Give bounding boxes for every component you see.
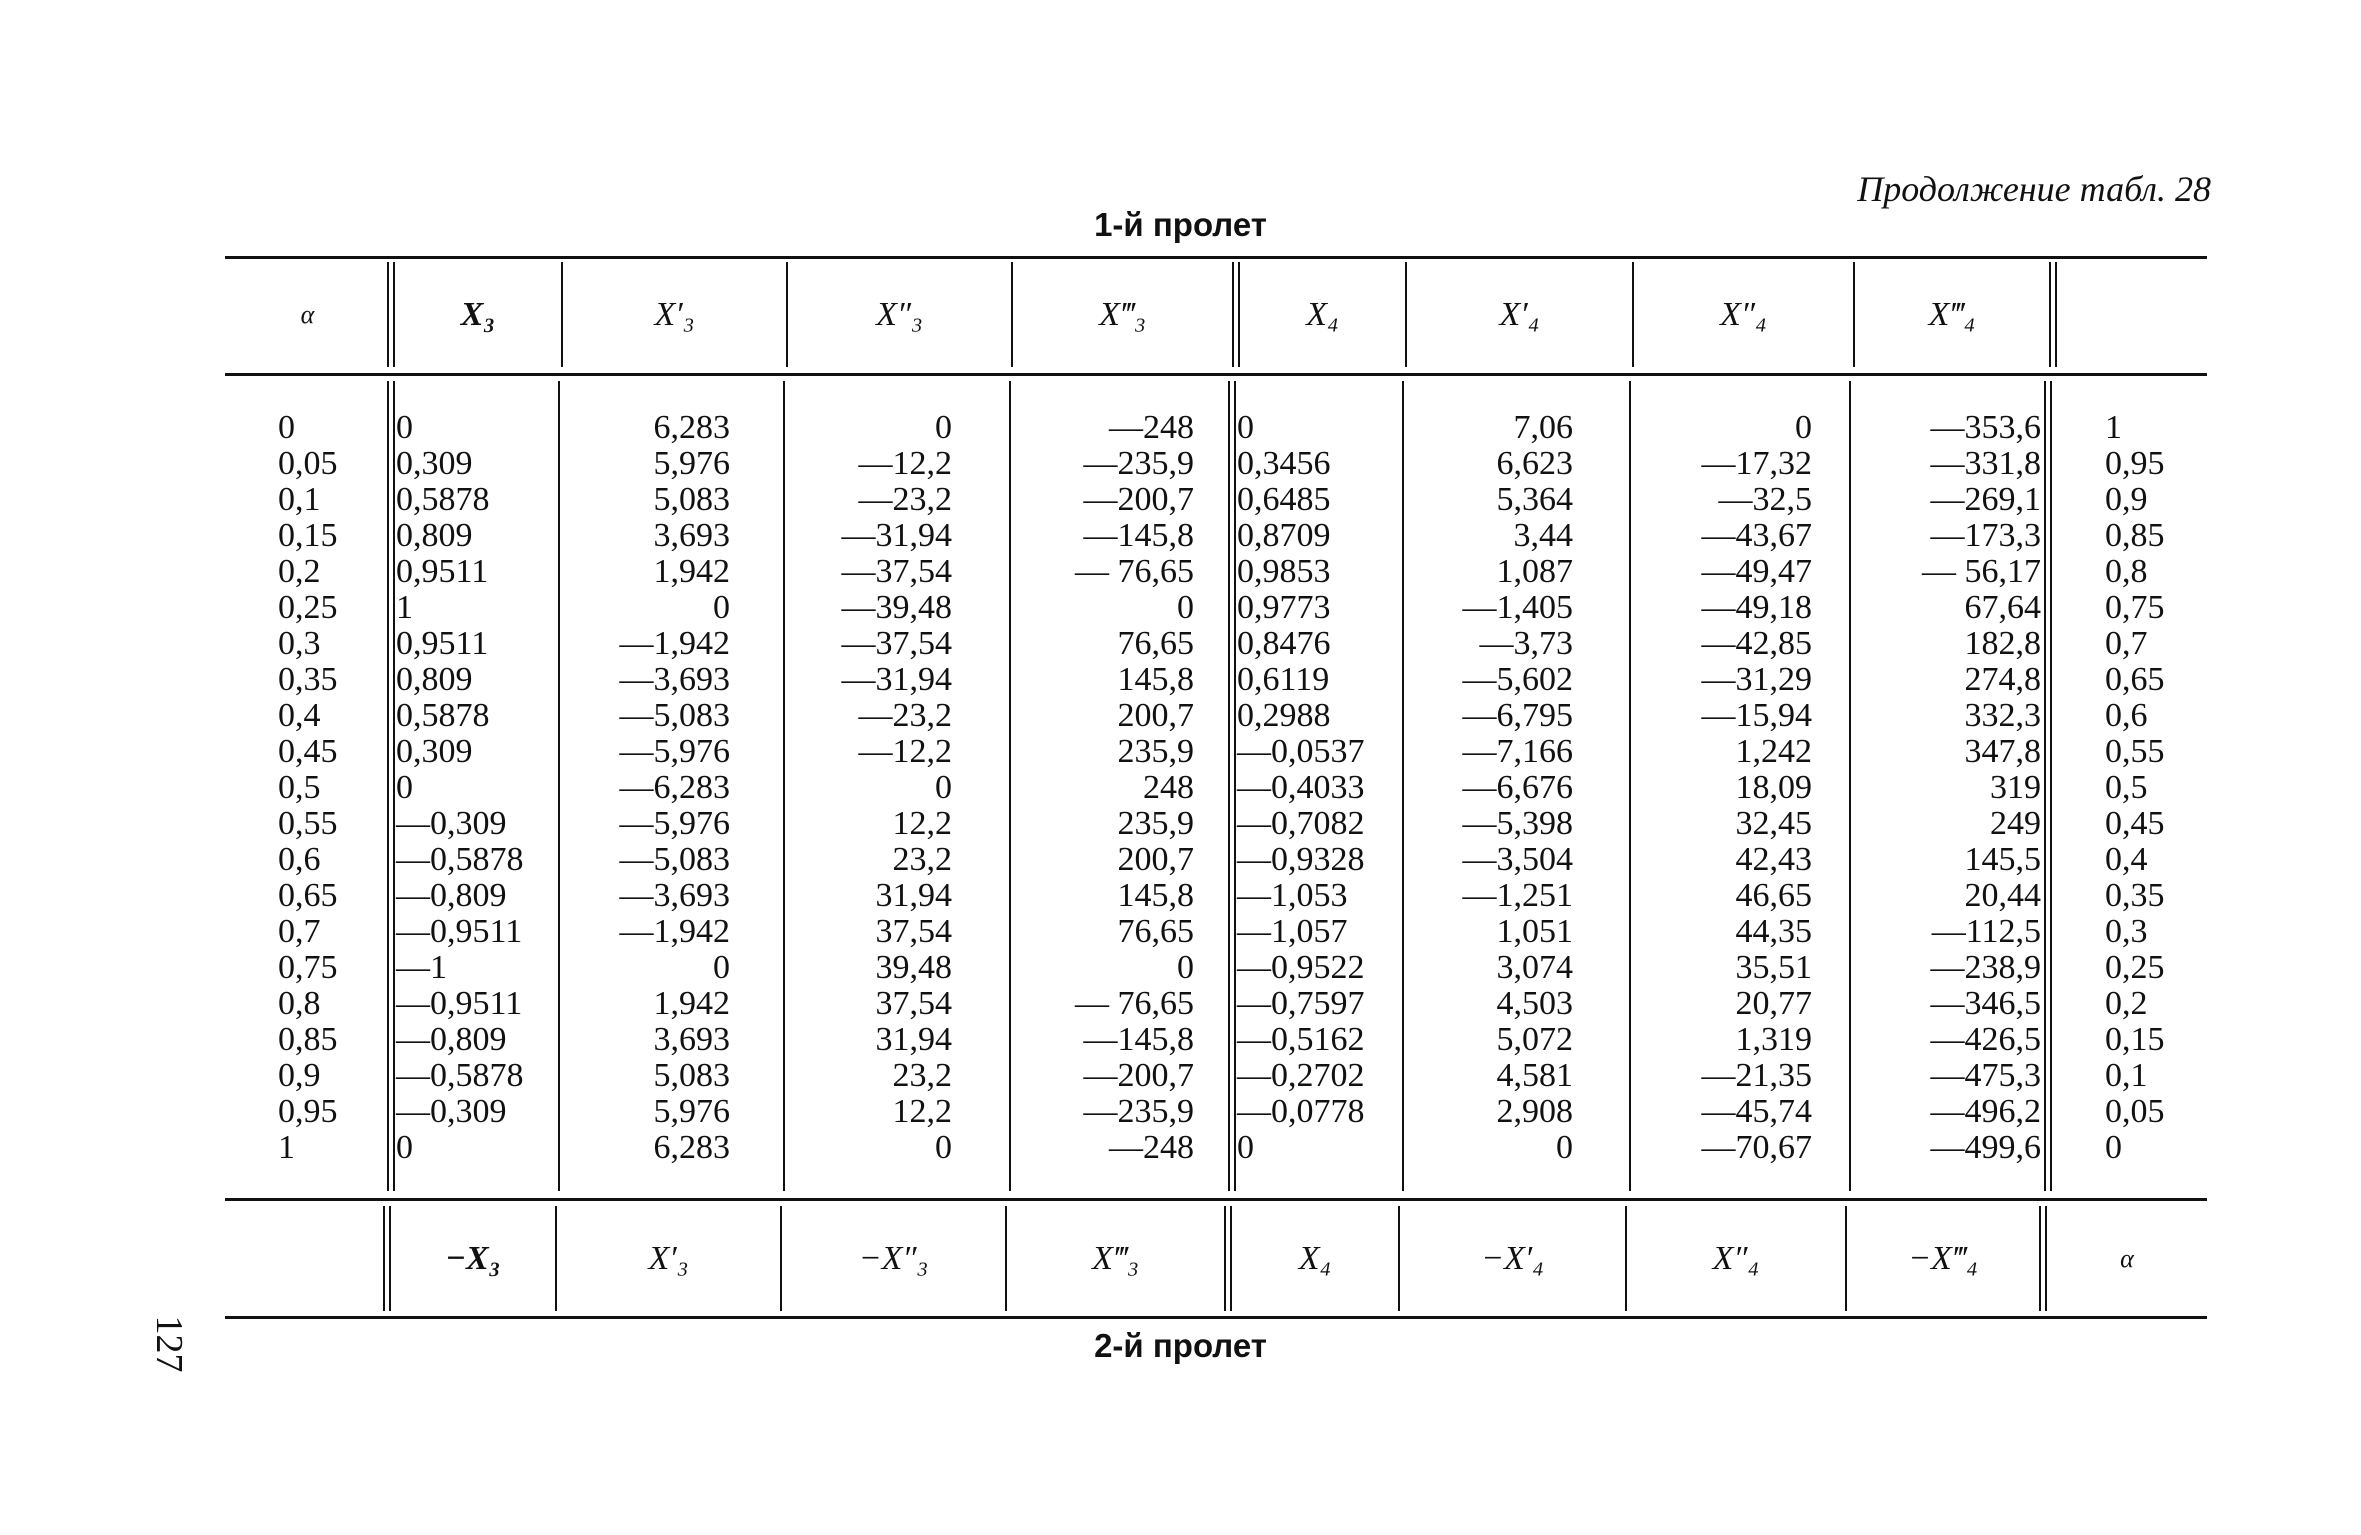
table-cell: 0,15 <box>278 517 338 554</box>
table-cell: 0,5 <box>2105 769 2148 806</box>
table-cell: 0,2988 <box>1237 697 1331 734</box>
table-cell: —49,47 <box>1701 553 1812 590</box>
table-cell: —0,9328 <box>1237 841 1365 878</box>
column-x4-double-prime <box>1702 410 1813 1166</box>
table-cell: 1 <box>2105 409 2122 446</box>
table-cell: 0,25 <box>2105 949 2165 986</box>
table-cell: 0 <box>1237 1129 1254 1166</box>
table-cell: —200,7 <box>1083 481 1194 518</box>
table-bottom-rule <box>225 1316 2207 1319</box>
footer-x3-triple-prime: X‴₃ <box>1092 1239 1139 1277</box>
table-cell: 0 <box>935 769 952 806</box>
table-cell: 0 <box>935 409 952 446</box>
table-cell: 7,06 <box>1513 409 1573 446</box>
table-cell: — 76,65 <box>1075 985 1194 1022</box>
table-cell: 145,8 <box>1117 661 1194 698</box>
table-cell: 0,3456 <box>1237 445 1331 482</box>
table-cell: —0,309 <box>396 805 507 842</box>
column-divider <box>1234 381 1236 1191</box>
table-cell: —5,398 <box>1462 805 1573 842</box>
table-cell: 200,7 <box>1117 841 1194 878</box>
column-divider <box>393 381 395 1191</box>
span-title-bottom: 2-й пролет <box>1094 1327 1267 1364</box>
table-cell: 235,9 <box>1117 733 1194 770</box>
table-cell: 0,1 <box>278 481 321 518</box>
table-cell: 5,083 <box>653 481 730 518</box>
table-cell: 0,05 <box>2105 1093 2165 1130</box>
table-cell: 0,6485 <box>1237 481 1331 518</box>
column-divider <box>1228 381 1230 1191</box>
table-cell: 0,75 <box>2105 589 2165 626</box>
table-cell: —0,9522 <box>1237 949 1365 986</box>
table-cell: —0,5878 <box>396 1057 524 1094</box>
table-cell: —248 <box>1109 1129 1194 1166</box>
table-cell: —1,057 <box>1237 913 1348 950</box>
table-cell: —0,7597 <box>1237 985 1365 1022</box>
table-cell: —1 <box>396 949 447 986</box>
table-cell: —21,35 <box>1701 1057 1812 1094</box>
footer-neg-x4-prime: −X′₄ <box>1481 1239 1544 1277</box>
table-cell: 145,5 <box>1964 841 2041 878</box>
table-cell: 1,319 <box>1735 1021 1812 1058</box>
column-divider <box>1009 381 1011 1191</box>
table-top-rule <box>225 256 2207 259</box>
table-cell: 0 <box>1795 409 1812 446</box>
table-cell: 0,5878 <box>396 697 490 734</box>
table-cell: 0,4 <box>2105 841 2148 878</box>
table-cell: 0,4 <box>278 697 321 734</box>
table-cell: 3,693 <box>653 517 730 554</box>
table-cell: 1,942 <box>653 985 730 1022</box>
footer-neg-x4-triple-prime: −X‴₄ <box>1908 1239 1978 1277</box>
table-cell: —235,9 <box>1083 1093 1194 1130</box>
column-divider <box>1402 381 1404 1191</box>
header-divider <box>387 262 389 367</box>
table-cell: 0,1 <box>2105 1057 2148 1094</box>
column-divider <box>2050 381 2052 1191</box>
table-cell: 0,8 <box>278 985 321 1022</box>
table-cell: 0,6 <box>2105 697 2148 734</box>
table-cell: 1 <box>278 1129 295 1166</box>
column-divider <box>783 381 785 1191</box>
table-cell: 23,2 <box>892 1057 952 1094</box>
table-cell: 0 <box>396 769 413 806</box>
table-cell: —0,809 <box>396 1021 507 1058</box>
table-cell: 5,976 <box>653 1093 730 1130</box>
table-cell: 182,8 <box>1964 625 2041 662</box>
header-divider <box>1232 262 1234 367</box>
table-cell: 6,283 <box>653 1129 730 1166</box>
table-cell: —1,942 <box>619 913 730 950</box>
table-cell: —12,2 <box>858 445 952 482</box>
table-cell: 0 <box>1556 1129 1573 1166</box>
table-cell: —17,32 <box>1701 445 1812 482</box>
header-divider <box>2049 262 2051 367</box>
table-cell: 0,3 <box>278 625 321 662</box>
table-cell: —5,083 <box>619 841 730 878</box>
table-cell: 0 <box>713 949 730 986</box>
table-cell: 0,9 <box>278 1057 321 1094</box>
table-cell: 0,45 <box>2105 805 2165 842</box>
table-cell: —31,94 <box>841 661 952 698</box>
header-x4-triple-prime: X‴₄ <box>1928 295 1976 333</box>
table-cell: 0 <box>713 589 730 626</box>
table-cell: 6,623 <box>1496 445 1573 482</box>
table-cell: —0,9511 <box>396 913 523 950</box>
table-cell: 248 <box>1143 769 1194 806</box>
table-cell: 2,908 <box>1496 1093 1573 1130</box>
table-cell: 4,581 <box>1496 1057 1573 1094</box>
table-cell: —1,405 <box>1462 589 1573 626</box>
header-x4-prime: X′₄ <box>1499 295 1540 333</box>
table-cell: 76,65 <box>1117 625 1194 662</box>
table-cell: —23,2 <box>858 481 952 518</box>
table-cell: 0,35 <box>2105 877 2165 914</box>
table-cell: 0,9853 <box>1237 553 1331 590</box>
table-cell: 235,9 <box>1117 805 1194 842</box>
table-cell: —248 <box>1109 409 1194 446</box>
table-cell: 0,85 <box>2105 517 2165 554</box>
table-cell: 0,7 <box>278 913 321 950</box>
table-cell: 0 <box>2105 1129 2122 1166</box>
header-blank <box>2057 262 2207 367</box>
table-cell: —6,795 <box>1462 697 1573 734</box>
column-divider <box>2044 381 2046 1191</box>
table-cell: —3,73 <box>1479 625 1573 662</box>
table-cell: 0,9773 <box>1237 589 1331 626</box>
column-alpha <box>278 410 338 1166</box>
table-cell: —5,602 <box>1462 661 1573 698</box>
header-x4: X₄ <box>1306 295 1339 333</box>
table-cell: 0,3 <box>2105 913 2148 950</box>
table-cell: 0,309 <box>396 733 473 770</box>
header-alpha: α <box>300 299 315 329</box>
table-cell: —37,54 <box>841 553 952 590</box>
table-cell: 5,083 <box>653 1057 730 1094</box>
table-cell: — 56,17 <box>1922 553 2041 590</box>
table-cell: 0,809 <box>396 661 473 698</box>
table-cell: —0,809 <box>396 877 507 914</box>
table-cell: 0,85 <box>278 1021 338 1058</box>
table-cell: —1,942 <box>619 625 730 662</box>
table-cell: 0,95 <box>278 1093 338 1130</box>
table-cell: 0,9 <box>2105 481 2148 518</box>
table-cell: —0,9511 <box>396 985 523 1022</box>
table-cell: —37,54 <box>841 625 952 662</box>
table-cell: —1,053 <box>1237 877 1348 914</box>
table-cell: —23,2 <box>858 697 952 734</box>
table-cell: —49,18 <box>1701 589 1812 626</box>
table-cell: 1,087 <box>1496 553 1573 590</box>
table-cell: —31,94 <box>841 517 952 554</box>
table-cell: —3,504 <box>1462 841 1573 878</box>
table-cell: 3,074 <box>1496 949 1573 986</box>
table-cell: 0,6 <box>278 841 321 878</box>
header-x4-double-prime: X″₄ <box>1720 295 1767 333</box>
table-caption: Продолжение табл. 28 <box>1857 169 2211 209</box>
table-cell: —0,0537 <box>1237 733 1365 770</box>
table-cell: 6,283 <box>653 409 730 446</box>
footer-neg-x3: −X₃ <box>445 1239 501 1277</box>
table-cell: 0,8476 <box>1237 625 1331 662</box>
table-cell: 0,8 <box>2105 553 2148 590</box>
column-x3-prime <box>620 410 731 1166</box>
table-cell: 32,45 <box>1735 805 1812 842</box>
table-cell: 0,05 <box>278 445 338 482</box>
table-cell: 1,242 <box>1735 733 1812 770</box>
table-cell: 0,95 <box>2105 445 2165 482</box>
table-cell: 4,503 <box>1496 985 1573 1022</box>
table-cell: 0,35 <box>278 661 338 698</box>
table-cell: 200,7 <box>1117 697 1194 734</box>
footer-divider <box>2039 1206 2041 1311</box>
footer-x4-double-prime: X″₄ <box>1712 1239 1760 1277</box>
table-cell: 35,51 <box>1735 949 1812 986</box>
column-x3 <box>396 410 524 1166</box>
table-cell: 3,44 <box>1513 517 1573 554</box>
table-cell: 0,5878 <box>396 481 490 518</box>
column-x3-triple-prime <box>1075 410 1194 1166</box>
table-cell: —6,283 <box>619 769 730 806</box>
table-cell: 0 <box>1177 589 1194 626</box>
table-cell: —15,94 <box>1701 697 1812 734</box>
table-cell: 37,54 <box>875 913 952 950</box>
table-cell: 1,051 <box>1496 913 1573 950</box>
table-cell: 23,2 <box>892 841 952 878</box>
table-cell: 0,9511 <box>396 553 489 590</box>
table-cell: —45,74 <box>1701 1093 1812 1130</box>
table-cell: 0,55 <box>2105 733 2165 770</box>
table-cell: —346,5 <box>1930 985 2041 1022</box>
header-bottom-rule <box>225 373 2207 376</box>
table-cell: 37,54 <box>875 985 952 1022</box>
table-cell: 0,15 <box>2105 1021 2165 1058</box>
footer-neg-x3-double-prime: −X″₃ <box>858 1239 929 1277</box>
table-cell: 46,65 <box>1735 877 1812 914</box>
table-cell: 0,2 <box>278 553 321 590</box>
table-cell: —235,9 <box>1083 445 1194 482</box>
column-divider <box>1629 381 1631 1191</box>
table-cell: —7,166 <box>1462 733 1573 770</box>
column-x3-double-prime <box>842 410 953 1166</box>
table-cell: —499,6 <box>1930 1129 2041 1166</box>
table-cell: 0 <box>396 1129 413 1166</box>
table-cell: 0,75 <box>278 949 338 986</box>
table-cell: —6,676 <box>1462 769 1573 806</box>
table-cell: 76,65 <box>1117 913 1194 950</box>
column-alpha-reversed <box>2105 410 2165 1166</box>
table-cell: —145,8 <box>1083 517 1194 554</box>
table-cell: —0,7082 <box>1237 805 1365 842</box>
table-cell: 0,8709 <box>1237 517 1331 554</box>
table-cell: —70,67 <box>1701 1129 1812 1166</box>
table-cell: 5,364 <box>1496 481 1573 518</box>
table-cell: 0 <box>1237 409 1254 446</box>
table-cell: —0,5162 <box>1237 1021 1365 1058</box>
footer-divider <box>1224 1206 1226 1311</box>
table-cell: 0 <box>278 409 295 446</box>
column-divider <box>387 381 389 1191</box>
table-cell: 0,809 <box>396 517 473 554</box>
table-cell: —200,7 <box>1083 1057 1194 1094</box>
footer-alpha: α <box>2120 1243 2134 1273</box>
table-cell: 18,09 <box>1735 769 1812 806</box>
table-cell: 1 <box>396 589 413 626</box>
table-cell: 1,942 <box>653 553 730 590</box>
column-x4 <box>1237 410 1365 1166</box>
table-cell: 319 <box>1990 769 2041 806</box>
table-cell: 0,2 <box>2105 985 2148 1022</box>
table-cell: 39,48 <box>875 949 952 986</box>
table-cell: 0,6119 <box>1237 661 1330 698</box>
table-cell: —43,67 <box>1701 517 1812 554</box>
column-divider <box>558 381 560 1191</box>
column-x4-prime <box>1463 410 1574 1166</box>
header-x3-double-prime: X″₃ <box>876 295 923 333</box>
page-number: 127 <box>148 1315 190 1373</box>
table-cell: 0 <box>1177 949 1194 986</box>
table-cell: —39,48 <box>841 589 952 626</box>
table-cell: 0,5 <box>278 769 321 806</box>
table-cell: —173,3 <box>1930 517 2041 554</box>
table-cell: —145,8 <box>1083 1021 1194 1058</box>
table-cell: 0,65 <box>278 877 338 914</box>
table-cell: 274,8 <box>1964 661 2041 698</box>
table-cell: 0 <box>935 1129 952 1166</box>
table-cell: 31,94 <box>875 1021 952 1058</box>
table-cell: 42,43 <box>1735 841 1812 878</box>
table-cell: —112,5 <box>1931 913 2041 950</box>
table-cell: —12,2 <box>858 733 952 770</box>
table-cell: —0,5878 <box>396 841 524 878</box>
table-cell: —42,85 <box>1701 625 1812 662</box>
table-cell: —269,1 <box>1930 481 2041 518</box>
table-cell: 0,309 <box>396 445 473 482</box>
table-cell: 44,35 <box>1735 913 1812 950</box>
table-cell: 12,2 <box>892 805 952 842</box>
table-cell: —475,3 <box>1930 1057 2041 1094</box>
span-title-top: 1-й пролет <box>1094 206 1267 243</box>
header-x3: X₃ <box>460 295 496 333</box>
table-cell: —3,693 <box>619 661 730 698</box>
table-cell: —0,4033 <box>1237 769 1365 806</box>
table-cell: —31,29 <box>1701 661 1812 698</box>
table-cell: 0,25 <box>278 589 338 626</box>
table-cell: 0,9511 <box>396 625 489 662</box>
table-cell: —0,2702 <box>1237 1057 1365 1094</box>
table-cell: —0,0778 <box>1237 1093 1365 1130</box>
table-cell: 249 <box>1990 805 2041 842</box>
footer-divider <box>383 1206 385 1311</box>
footer-x3-prime: X′₃ <box>648 1239 689 1277</box>
footer-blank <box>225 1206 383 1311</box>
table-cell: 3,693 <box>653 1021 730 1058</box>
table-cell: —331,8 <box>1930 445 2041 482</box>
table-cell: —238,9 <box>1930 949 2041 986</box>
table-cell: 5,072 <box>1496 1021 1573 1058</box>
column-divider <box>1849 381 1851 1191</box>
table-cell: 0,65 <box>2105 661 2165 698</box>
table-cell: 0,45 <box>278 733 338 770</box>
footer-x4: X₄ <box>1298 1239 1332 1277</box>
table-cell: 0,7 <box>2105 625 2148 662</box>
table-cell: —1,251 <box>1462 877 1573 914</box>
table-cell: —496,2 <box>1930 1093 2041 1130</box>
table-cell: —5,976 <box>619 805 730 842</box>
column-x4-triple-prime <box>1922 410 2041 1166</box>
table-cell: 332,3 <box>1964 697 2041 734</box>
table-cell: —3,693 <box>619 877 730 914</box>
table-cell: 67,64 <box>1964 589 2041 626</box>
table-cell: 347,8 <box>1964 733 2041 770</box>
table-cell: —5,083 <box>619 697 730 734</box>
table-cell: 20,44 <box>1964 877 2041 914</box>
table-cell: 0,55 <box>278 805 338 842</box>
table-cell: —32,5 <box>1718 481 1812 518</box>
table-cell: —5,976 <box>619 733 730 770</box>
table-cell: 5,976 <box>653 445 730 482</box>
table-cell: 20,77 <box>1735 985 1812 1022</box>
footer-top-rule <box>225 1198 2207 1201</box>
table-cell: —353,6 <box>1930 409 2041 446</box>
header-x3-prime: X′₃ <box>654 295 695 333</box>
table-cell: 145,8 <box>1117 877 1194 914</box>
table-cell: 0 <box>396 409 413 446</box>
table-cell: —426,5 <box>1930 1021 2041 1058</box>
table-cell: 31,94 <box>875 877 952 914</box>
table-cell: — 76,65 <box>1075 553 1194 590</box>
header-x3-triple-prime: X‴₃ <box>1099 295 1146 333</box>
table-cell: 12,2 <box>892 1093 952 1130</box>
table-cell: —0,309 <box>396 1093 507 1130</box>
